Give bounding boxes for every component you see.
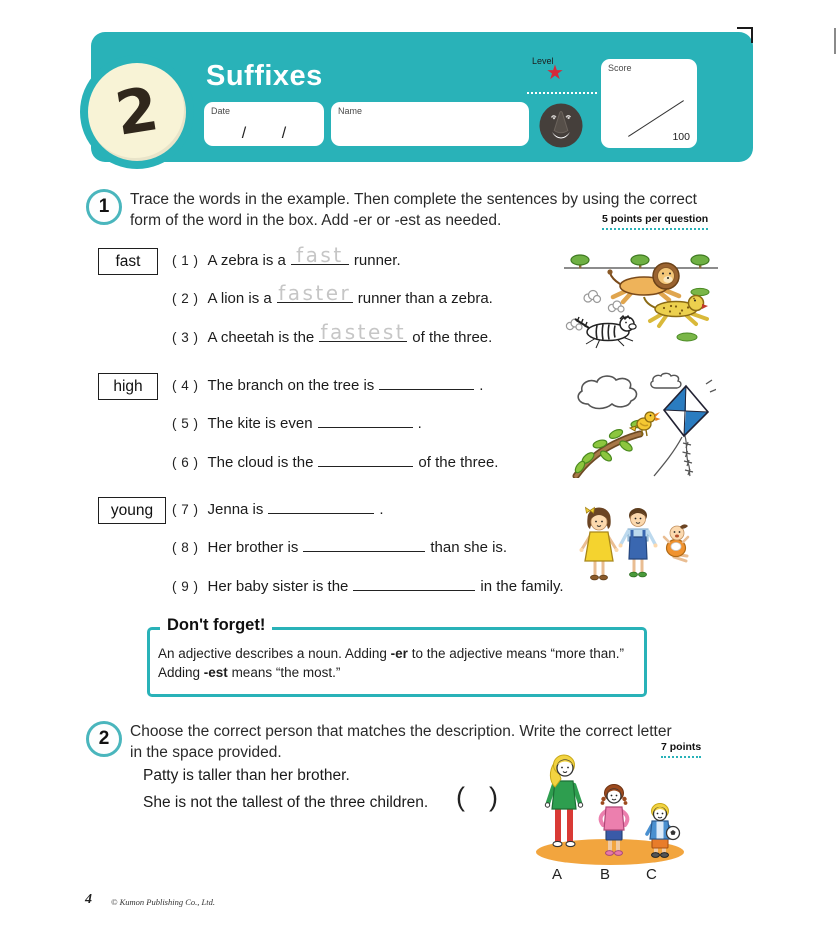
section-1-points: 5 points per question: [602, 213, 708, 230]
word-box-young: young: [98, 497, 166, 524]
question-row-8: [172, 537, 507, 556]
answer-blank[interactable]: [277, 281, 353, 305]
page-number: 4: [85, 892, 92, 907]
question-text: of the three.: [418, 454, 499, 471]
dont-forget-line1: [158, 646, 624, 661]
level-dotted-line: [527, 92, 597, 94]
child-label-b: B: [600, 866, 611, 883]
tree-kite-illustration: [572, 372, 716, 483]
question-number: ( 7 ): [172, 502, 199, 517]
dont-forget-body: [158, 645, 636, 682]
question-text: of the three.: [412, 329, 493, 346]
bold-suffix-er: -er: [390, 646, 408, 661]
question-row-5: [172, 413, 422, 432]
child-label-c: C: [646, 866, 657, 883]
paren-close: ): [489, 782, 498, 812]
answer-blank[interactable]: [319, 320, 407, 344]
date-label: Date: [211, 106, 231, 116]
bold-suffix-est: -est: [203, 664, 228, 680]
instruction-line: in the space provided.: [130, 743, 282, 761]
lesson-number-circle: [88, 63, 186, 161]
question-text: .: [479, 377, 484, 394]
question-row-3: [172, 320, 493, 346]
score-label: Score: [608, 63, 632, 73]
section-2-number-text: 2: [98, 728, 110, 749]
question-text: .: [379, 501, 384, 518]
question-text: than she is.: [430, 539, 508, 556]
question-number: ( 1 ): [172, 253, 199, 268]
score-field[interactable]: [601, 59, 697, 148]
lesson-number: 2: [110, 74, 164, 150]
question-text: A zebra is a: [207, 252, 286, 269]
question-number: ( 3 ): [172, 330, 199, 345]
question-row-9: [172, 576, 564, 595]
question-row-4: [172, 375, 483, 394]
question-text: The cloud is the: [207, 454, 314, 471]
instruction-line: Trace the words in the example. Then complete the sentences by using the correct: [130, 191, 697, 208]
description-line-1: Patty is taller than her brother.: [143, 767, 350, 784]
question-row-7: [172, 499, 384, 518]
trace-word: fast: [296, 243, 344, 267]
date-slashes: / /: [241, 125, 287, 142]
paren-open: (: [456, 782, 465, 812]
racing-animals-illustration: [560, 246, 722, 357]
question-row-2: [172, 281, 493, 307]
word-box-fast: fast: [98, 248, 158, 275]
answer-blank[interactable]: [303, 537, 425, 552]
question-text: runner than a zebra.: [357, 290, 493, 307]
dont-forget-line2: [158, 665, 340, 680]
question-number: ( 9 ): [172, 579, 199, 594]
answer-blank[interactable]: [379, 375, 474, 390]
question-number: ( 5 ): [172, 416, 199, 431]
question-text: Jenna is: [207, 501, 264, 518]
question-number: ( 8 ): [172, 540, 199, 555]
answer-parentheses[interactable]: [456, 782, 498, 813]
question-text: .: [417, 415, 422, 432]
instruction-line: form of the word in the box. Add -er or -est as needed.: [130, 211, 502, 229]
answer-blank[interactable]: [268, 499, 374, 514]
question-text: A lion is a: [207, 290, 272, 307]
question-row-6: [172, 452, 498, 471]
section-1-number-text: 1: [98, 196, 110, 217]
description-line-2: She is not the tallest of the three children.: [143, 794, 429, 811]
question-text: Her baby sister is the: [207, 578, 349, 595]
section-2-number: [86, 721, 122, 757]
question-number: ( 2 ): [172, 291, 199, 306]
name-label: Name: [338, 106, 363, 116]
trace-word: faster: [278, 281, 352, 305]
question-number: ( 4 ): [172, 378, 199, 393]
date-field[interactable]: [204, 102, 324, 146]
question-text: The branch on the tree is: [207, 377, 375, 394]
text: An adjective describes a noun. Adding: [158, 646, 391, 661]
question-text: The kite is even: [207, 415, 313, 432]
child-label-a: A: [552, 866, 563, 883]
answer-blank[interactable]: [318, 413, 413, 428]
text: Adding: [158, 664, 204, 680]
children-height-illustration: [534, 752, 690, 871]
trace-word: fastest: [320, 320, 407, 344]
question-number: ( 6 ): [172, 455, 199, 470]
question-row-1: [172, 243, 401, 269]
text: means “the most.”: [227, 664, 341, 680]
crop-mark: [737, 27, 753, 43]
text: to the adjective means “more than.”: [407, 646, 625, 661]
koala-mascot-icon: [539, 103, 583, 148]
score-max: 100: [672, 131, 690, 143]
page-edge-mark: [834, 28, 836, 54]
section-1-number: [86, 189, 122, 225]
copyright-notice: © Kumon Publishing Co., Ltd.: [111, 897, 215, 907]
answer-blank[interactable]: [318, 452, 413, 467]
question-text: runner.: [353, 252, 401, 269]
page-title: Suffixes: [206, 60, 323, 92]
level-label: Level: [532, 56, 554, 66]
word-box-high: high: [98, 373, 158, 400]
answer-blank[interactable]: [353, 576, 475, 591]
star-icon: ★: [546, 62, 564, 84]
family-illustration: [576, 503, 704, 603]
question-text: A cheetah is the: [207, 329, 315, 346]
section-2-points: 7 points: [661, 741, 701, 758]
instruction-line: Choose the correct person that matches the description. Write the correct letter: [130, 723, 672, 740]
question-text: Her brother is: [207, 539, 299, 556]
question-text: in the family.: [480, 578, 564, 595]
dont-forget-title: Don't forget!: [160, 616, 272, 635]
answer-blank[interactable]: [291, 243, 349, 267]
name-field[interactable]: [331, 102, 529, 146]
